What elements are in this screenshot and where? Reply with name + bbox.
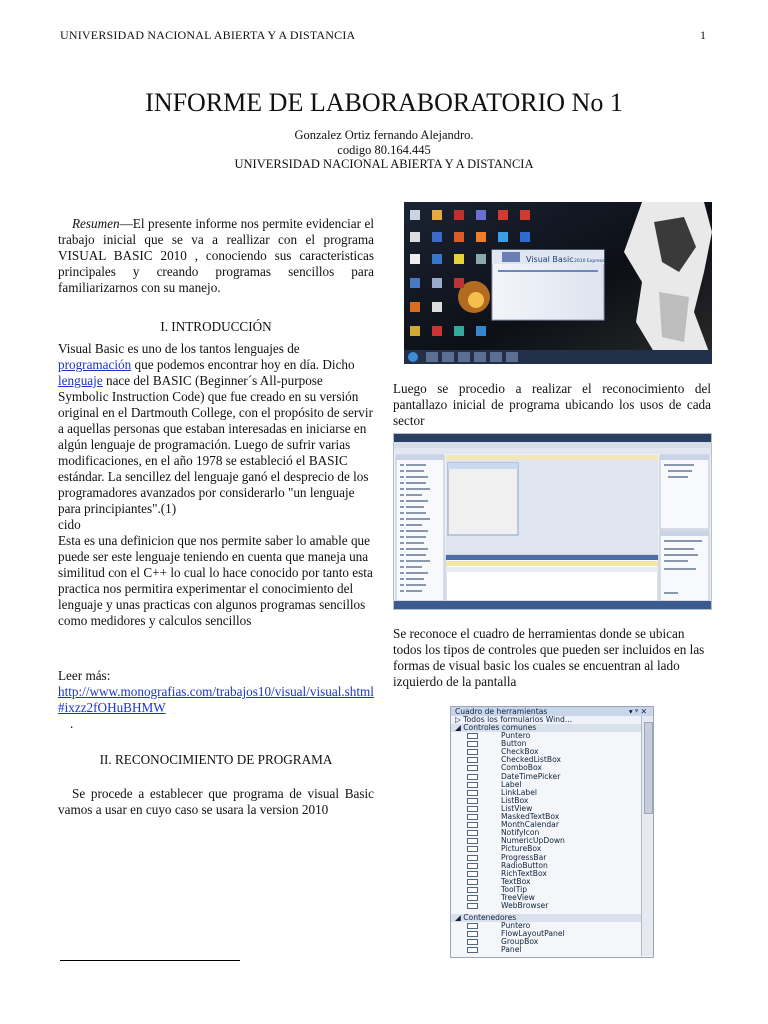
link-programacion[interactable]: programación [58,357,132,372]
toolbox-scrollbar[interactable] [641,716,653,956]
toolbox-item-label: RadioButton [501,860,548,870]
splash-brand: Visual Basic [526,255,574,264]
toolbox-item-icon [467,757,478,763]
toolbox-item-label: NumericUpDown [501,836,565,846]
footnote-rule [60,960,240,961]
read-more-block [58,668,376,732]
author-institution: UNIVERSIDAD NACIONAL ABIERTA Y A DISTANCIA [234,157,534,171]
toolbox-item-icon [467,838,478,844]
ide-screenshot-figure [393,433,712,610]
dot: . [70,716,74,731]
toolbox-item-label: MaskedTextBox [501,812,560,821]
toolbox-item[interactable] [451,789,641,797]
toolbox-item[interactable] [451,946,641,954]
toolbox-item-icon [467,887,478,893]
toolbox-item-icon [467,741,478,747]
toolbox-item[interactable] [451,773,641,781]
source-url-link[interactable]: http://www.monografias.com/trabajos10/visual/visual.shtml#ixzz2fOHuBHMW [58,684,374,715]
splash-edition: 2010 Express [574,259,605,264]
toolbox-item[interactable] [451,732,641,740]
toolbox-item[interactable] [451,938,641,946]
toolbox-item-icon [467,947,478,953]
toolbox-item-icon [467,863,478,869]
toolbox-item-icon [467,822,478,828]
toolbox-category-containers[interactable] [451,914,641,922]
toolbox-item-label: ListBox [501,795,529,805]
toolbox-item-label: ComboBox [501,763,542,773]
toolbox-item-icon [467,749,478,755]
toolbox-item-icon [467,939,478,945]
toolbox-item-label: DateTimePicker [501,771,561,781]
intro-text-b: que podemos encontrar hoy en día. Dicho [131,357,355,372]
toolbox-item-label: LinkLabel [501,787,538,797]
author-block [0,128,768,172]
intro-paragraph [58,341,376,629]
running-header: UNIVERSIDAD NACIONAL ABIERTA Y A DISTANCIA [60,28,356,42]
toolbox-item-label: TreeView [501,893,535,902]
toolbox-item-label: ListView [501,803,533,813]
intro-paragraph-2: Esta es una definicion que nos permite saber lo amable que puede ser este lenguaje teniendo en cuenta que maneja una similitud con el C++ lo cual lo hace conocido por tanto esta practica nos permitira experimentar el conocimiento del lenguaje y unas practicas con algunos programas sencillos como medidores y calculos sencillos [58,533,373,628]
toolbox-category-label: ◢ Contenedores [455,913,517,922]
toolbox-item-icon [467,846,478,852]
toolbox-item-icon [467,733,478,739]
page-number: 1 [700,28,706,42]
toolbox-item-label: Puntero [501,731,531,740]
toolbox-item[interactable] [451,797,641,805]
toolbox-item-label: CheckBox [501,747,539,757]
desktop-screenshot-image [404,202,712,364]
toolbox-item-label: ToolTip [501,884,528,894]
intro-text-c: nace del BASIC (Beginner´s All-purpose Symbolic Instruction Code) que fue creado en su versión original en el Dartmouth College, con el propósito de servir a aquellas personas que estaban interesadas en iniciarse en algún lenguaje de programación. Luego de sufrir varias modificaciones, en el año 1978 se estableció el BASIC estándar. La sencillez del lenguaje ganó el desprecio de los programadores avanzados por considerarlo "un lenguaje para principiantes".(1) [58,373,373,516]
toolbox-item-icon [467,830,478,836]
toolbox-item-label: ProgressBar [501,852,547,862]
toolbox-item[interactable] [451,756,641,764]
section2-paragraph: Se procede a establecer que programa de visual Basic vamos a usar en cuyo caso se usara la version 2010 [58,786,374,817]
ide-screenshot-image [394,434,711,609]
toolbox-item[interactable] [451,886,641,894]
toolbox-item-icon [467,806,478,812]
intro-text-a: Visual Basic es uno de los tantos lenguajes de [58,341,300,356]
toolbox-item-label: TextBox [501,876,531,886]
toolbox-item-label: WebBrowser [501,901,549,911]
toolbox-item-icon [467,790,478,796]
toolbox-title: Cuadro de herramientas [455,707,548,716]
intro-text-d: cido [58,517,81,532]
toolbox-item-icon [467,814,478,820]
paper-title: INFORME DE LABORABORATORIO No 1 [145,88,623,117]
toolbox-item[interactable] [451,870,641,878]
toolbox-item-icon [467,798,478,804]
abstract-text: —El presente informe nos permite evidenciar el trabajo inicial que se va a reallizar con el programa VISUAL BASIC 2010 , conociendo sus caracteristicas principales y creando programas sencillos para familiarizarnos con su manejo. [58,216,374,295]
toolbox-category-label: ◢ Controles comunes [455,723,537,732]
toolbox-item-icon [467,774,478,780]
toolbox-item[interactable] [451,845,641,853]
toolbox-item[interactable] [451,781,641,789]
toolbox-item-icon [467,765,478,771]
author-name: Gonzalez Ortiz fernando Alejandro. [294,128,474,142]
toolbox-item[interactable] [451,878,641,886]
link-lenguaje[interactable]: lenguaje [58,373,103,388]
toolbox-category-label: ▷ Todos los formularios Wind... [455,715,573,724]
toolbox-item-label: MonthCalendar [501,820,559,830]
author-code: codigo 80.164.445 [337,142,431,157]
toolbox-item-label: Panel [501,945,522,955]
toolbox-item-label: Puntero [501,921,531,930]
toolbox-window-controls[interactable]: ▾ ᵠ ✕ [628,707,647,716]
toolbox-item[interactable] [451,837,641,845]
toolbox-item-label: CheckedListBox [501,755,561,765]
toolbox-scroll-thumb[interactable] [644,722,653,814]
toolbox-item-icon [467,923,478,929]
toolbox-item-label: RichTextBox [501,868,547,878]
right-paragraph-2: Se reconoce el cuadro de herramientas donde se ubican todos los tipos de controles que pueden ser incluidos en las formas de visual basic los cuales se encuentran al lado izquierdo de la pantalla [393,626,705,689]
toolbox-item[interactable] [451,740,641,748]
toolbox-item-label: FlowLayoutPanel [501,929,565,939]
toolbox-item[interactable] [451,821,641,829]
toolbox-screenshot-figure [450,706,654,958]
toolbox-item-icon [467,895,478,901]
toolbox-item-icon [467,782,478,788]
section-heading-reconocimiento: II. RECONOCIMIENTO DE PROGRAMA [99,752,333,767]
toolbox-item-icon [467,879,478,885]
desktop-screenshot-figure [404,202,712,364]
toolbox-item-label: Label [501,779,522,789]
toolbox-category-common[interactable] [451,724,641,732]
toolbox-item-icon [467,931,478,937]
toolbox-item-label: GroupBox [501,937,539,947]
right-paragraph-1: Luego se procedio a realizar el reconocimiento del pantallazo inicial de programa ubicando los usos de cada sector [393,381,711,428]
toolbox-item-label: Button [501,739,527,749]
abstract-label: Resumen [72,216,120,231]
toolbox-item-label: NotifyIcon [501,828,540,838]
read-more-label: Leer más: [58,668,111,683]
section-heading-introduction: I. INTRODUCCIÓN [160,319,272,334]
toolbox-item[interactable] [451,930,641,938]
toolbox-item-label: PictureBox [501,844,542,854]
toolbox-item[interactable] [451,902,641,910]
toolbox-item-icon [467,855,478,861]
toolbox-item-icon [467,903,478,909]
toolbox-item-icon [467,871,478,877]
abstract [58,216,374,296]
